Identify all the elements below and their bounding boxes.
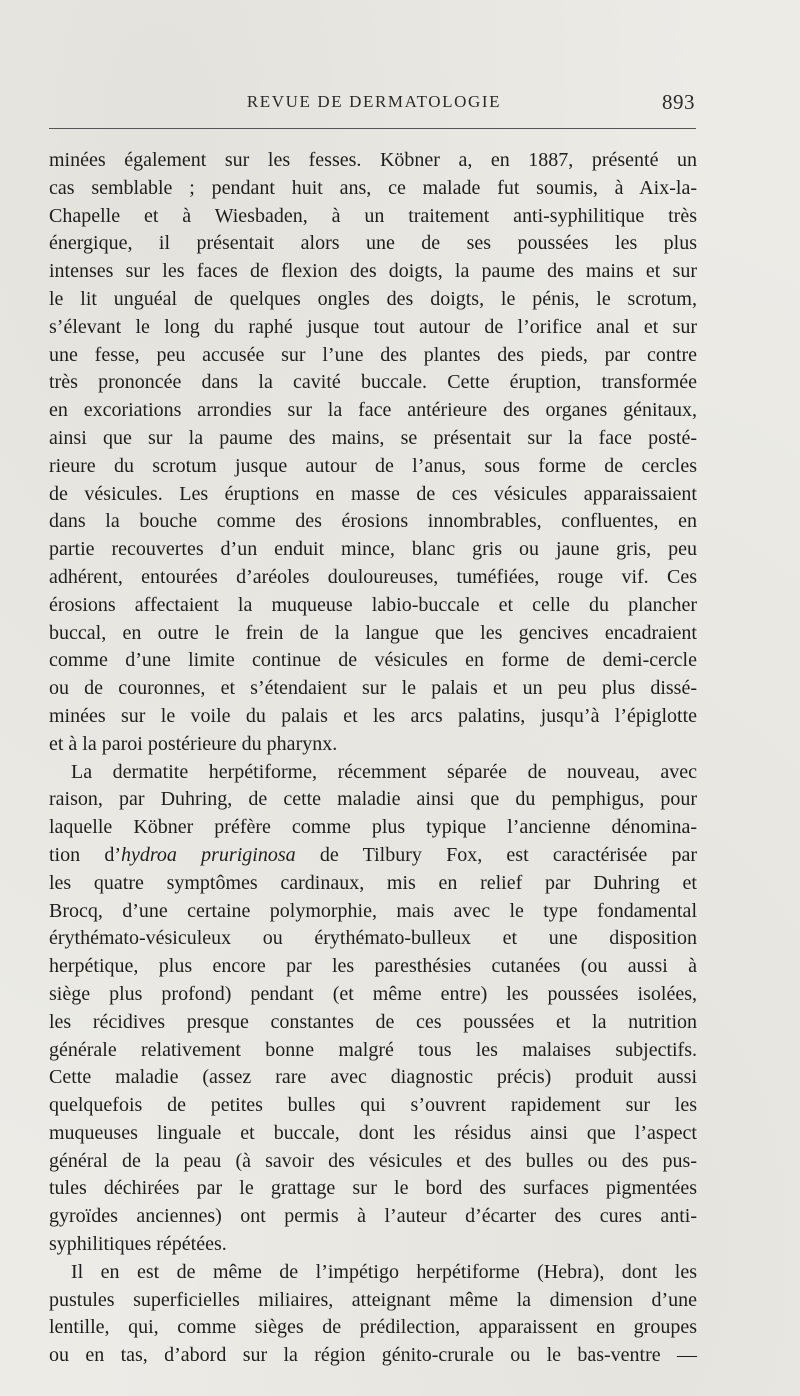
text-line: pustules superficielles miliaires, atteignant même la dimension d’une xyxy=(49,1288,697,1311)
text-line: tules déchirées par le grattage sur le bord des surfaces pigmentées xyxy=(49,1177,697,1200)
text-line: minées également sur les fesses. Köbner a, en 1887, présenté un xyxy=(49,149,697,171)
text-line: La dermatite herpétiforme, récemment séparée de nouveau, avec xyxy=(71,760,697,783)
running-title: REVUE DE DERMATOLOGIE xyxy=(246,92,502,111)
text-line: comme d’une limite continue de vésicules en forme de demi-cercle xyxy=(49,649,697,672)
text-line: ou de couronnes, et s’étendaient sur le palais et un peu plus dissé- xyxy=(49,677,697,700)
text-line: gyroïdes anciennes) ont permis à l’auteur d’écarter des cures anti- xyxy=(49,1205,697,1228)
text-line: ainsi que sur la paume des mains, se présentait sur la face posté- xyxy=(49,426,697,449)
text-line: une fesse, peu accusée sur l’une des plantes des pieds, par contre xyxy=(49,343,697,366)
text-line-with-italic xyxy=(49,842,697,870)
text-line: cas semblable ; pendant huit ans, ce malade fut soumis, à Aix-la- xyxy=(49,176,697,199)
text-line: muqueuses linguale et buccale, dont les résidus ainsi que l’aspect xyxy=(49,1121,697,1144)
text-line: adhérent, entourées d’aréoles douloureuses, tuméfiées, rouge vif. Ces xyxy=(49,565,697,588)
text-fragment: tion d’ xyxy=(49,843,121,866)
text-line: s’élevant le long du raphé jusque tout autour de l’orifice anal et sur xyxy=(49,315,697,338)
header-rule xyxy=(49,128,696,129)
text-line: lentille, qui, comme sièges de prédilection, apparaissent en groupes xyxy=(49,1316,697,1339)
text-line: les quatre symptômes cardinaux, mis en relief par Duhring et xyxy=(49,871,697,894)
text-line: les récidives presque constantes de ces poussées et la nutrition xyxy=(49,1010,697,1033)
text-line: rieure du scrotum jusque autour de l’anus, sous forme de cercles xyxy=(49,454,697,477)
italic-term: hydroa pruriginosa xyxy=(121,843,296,866)
text-line: en excoriations arrondies sur la face antérieure des organes génitaux, xyxy=(49,399,697,422)
text-line: siège plus profond) pendant (et même entre) les poussées isolées, xyxy=(49,982,697,1005)
page-header xyxy=(49,90,699,120)
text-line: intenses sur les faces de flexion des doigts, la paume des mains et sur xyxy=(49,260,697,283)
text-line: Chapelle et à Wiesbaden, à un traitement anti-syphilitique très xyxy=(49,204,697,227)
text-line: quelquefois de petites bulles qui s’ouvrent rapidement sur les xyxy=(49,1094,697,1117)
text-line: laquelle Köbner préfère comme plus typique l’ancienne dénomina- xyxy=(49,816,697,839)
text-line: dans la bouche comme des érosions innombrables, confluentes, en xyxy=(49,510,697,533)
text-line: érythémato-vésiculeux ou érythémato-bulleux et une disposition xyxy=(49,927,697,950)
text-line: très prononcée dans la cavité buccale. Cette éruption, transformée xyxy=(49,371,697,394)
text-line: Il en est de même de l’impétigo herpétiforme (Hebra), dont les xyxy=(71,1260,697,1283)
text-line: énergique, il présentait alors une de ses poussées les plus xyxy=(49,232,697,255)
text-line: générale relativement bonne malgré tous les malaises subjectifs. xyxy=(49,1038,697,1061)
text-fragment: de Tilbury Fox, est caractérisée par xyxy=(295,843,697,866)
body-text xyxy=(49,147,697,1370)
text-line: partie recouvertes d’un enduit mince, blanc gris ou jaune gris, peu xyxy=(49,538,697,561)
text-line: ou en tas, d’abord sur la région génito-crurale ou le bas-ventre — xyxy=(49,1344,697,1367)
text-line: minées sur le voile du palais et les arcs palatins, jusqu’à l’épiglotte xyxy=(49,704,697,727)
text-line: herpétique, plus encore par les paresthésies cutanées (ou aussi à xyxy=(49,955,697,978)
text-line: buccal, en outre le frein de la langue que les gencives encadraient xyxy=(49,621,697,644)
text-line: général de la peau (à savoir des vésicules et des bulles ou des pus- xyxy=(49,1149,697,1172)
text-line: le lit unguéal de quelques ongles des doigts, le pénis, le scrotum, xyxy=(49,287,697,310)
text-line: syphilitiques répétées. xyxy=(49,1233,227,1256)
page-number: 893 xyxy=(662,90,695,114)
text-line: Cette maladie (assez rare avec diagnostic précis) produit aussi xyxy=(49,1066,697,1089)
text-line: érosions affectaient la muqueuse labio-buccale et celle du plancher xyxy=(49,593,697,616)
text-line: Brocq, d’une certaine polymorphie, mais avec le type fondamental xyxy=(49,899,697,922)
text-line: et à la paroi postérieure du pharynx. xyxy=(49,732,338,755)
text-line: raison, par Duhring, de cette maladie ainsi que du pemphigus, pour xyxy=(49,788,697,811)
text-line: de vésicules. Les éruptions en masse de ces vésicules apparaissaient xyxy=(49,482,697,505)
